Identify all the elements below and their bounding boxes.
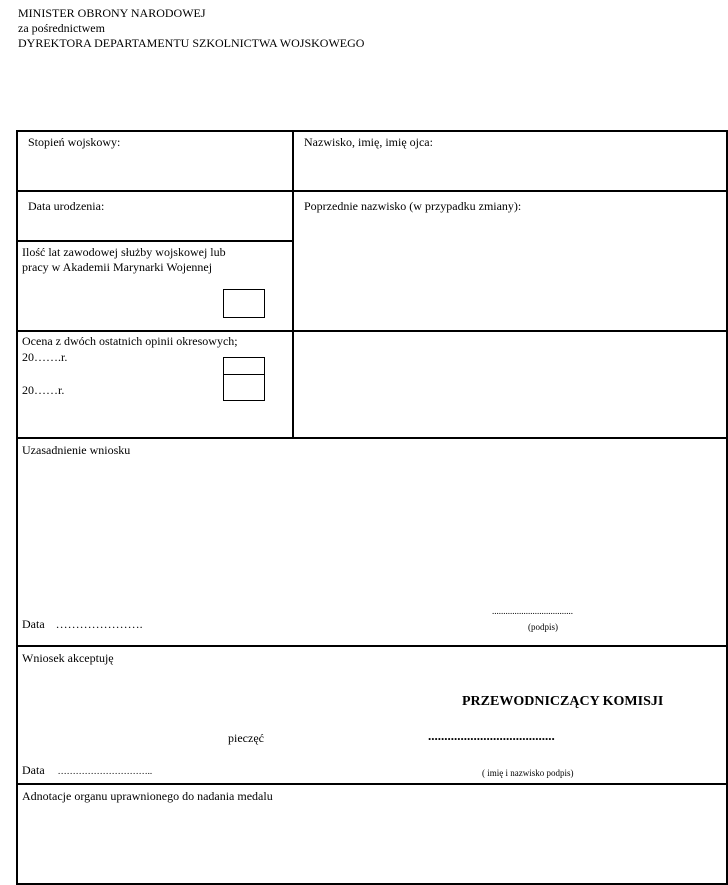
addressee-line-2: za pośrednictwem — [18, 21, 105, 35]
acceptance-date-dots: ………………………….. — [57, 766, 153, 776]
birth-date-field[interactable] — [16, 190, 294, 242]
chair-signature-caption: ( imię i nazwisko podpis) — [482, 768, 574, 778]
rank-field[interactable] — [16, 130, 294, 192]
justification-label: Uzasadnienie wniosku — [22, 443, 131, 457]
rating-year-1: 20…….r. — [22, 350, 68, 364]
acceptance-date — [22, 763, 152, 778]
rating-field — [16, 330, 294, 439]
acceptance-section[interactable] — [16, 645, 728, 785]
service-years-field — [16, 240, 294, 332]
service-years-label-1: Ilość lat zawodowej służby wojskowej lub — [22, 245, 226, 259]
addressee-line-3: DYREKTORA DEPARTAMENTU SZKOLNICTWA WOJSKOWEGO — [18, 36, 365, 50]
justification-date — [22, 617, 143, 631]
chair-signature-dots: ....................................... — [428, 728, 555, 743]
acceptance-label: Wniosek akceptuję — [22, 651, 114, 665]
service-years-label-2: pracy w Akademii Marynarki Wojennej — [22, 260, 213, 274]
name-field[interactable] — [292, 130, 728, 192]
justification-section[interactable] — [16, 437, 728, 647]
service-years-box[interactable] — [223, 289, 265, 318]
rating-box-2[interactable] — [223, 374, 265, 401]
annotations-section[interactable] — [16, 783, 728, 885]
application-form — [16, 130, 728, 885]
justification-signature-dots: .................................... — [492, 606, 573, 616]
justification-date-label: Data — [22, 617, 45, 631]
birth-date-label: Data urodzenia: — [28, 199, 105, 213]
addressee-line-1: MINISTER OBRONY NARODOWEJ — [18, 6, 206, 20]
previous-name-field[interactable] — [292, 190, 728, 332]
justification-signature-caption: (podpis) — [528, 622, 558, 632]
rating-year-2: 20……r. — [22, 383, 65, 397]
justification-date-dots: …………………. — [55, 617, 143, 631]
chair-title: PRZEWODNICZĄCY KOMISJI — [462, 694, 664, 709]
rating-label: Ocena z dwóch ostatnich opinii okresowych; — [22, 334, 238, 348]
rank-label: Stopień wojskowy: — [28, 135, 121, 149]
annotations-label: Adnotacje organu uprawnionego do nadania medalu — [22, 789, 273, 803]
document-header — [18, 6, 364, 51]
name-label: Nazwisko, imię, imię ojca: — [304, 135, 433, 149]
acceptance-date-label: Data — [22, 763, 45, 777]
rating-blank-field[interactable] — [292, 330, 728, 439]
previous-name-label: Poprzednie nazwisko (w przypadku zmiany): — [304, 199, 522, 213]
stamp-label: pieczęć — [228, 731, 264, 745]
